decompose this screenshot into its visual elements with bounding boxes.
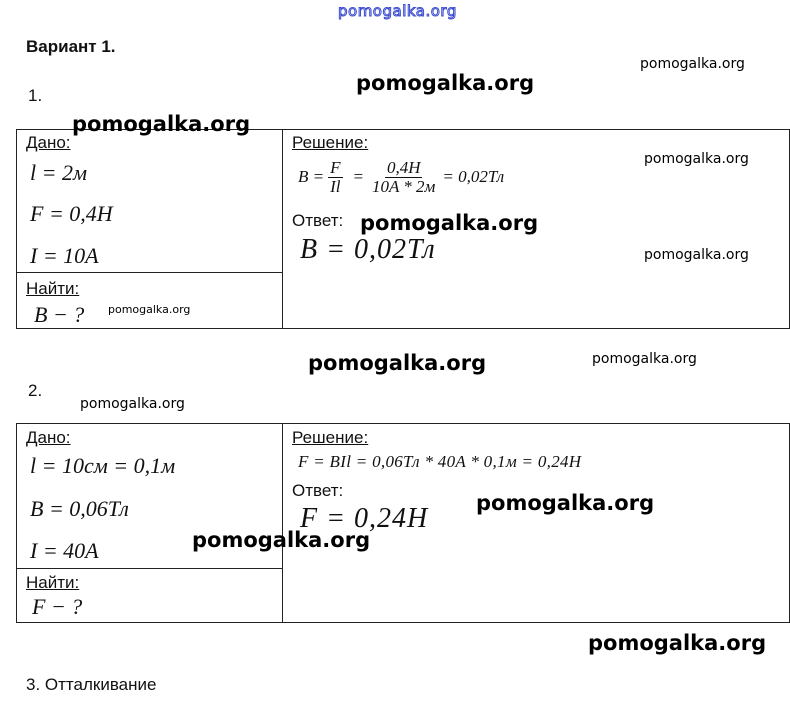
answer-value: F = 0,24H bbox=[300, 503, 429, 534]
given-label: Дано: bbox=[26, 133, 71, 152]
solution-label: Решение: bbox=[292, 133, 369, 152]
watermark: pomogalka.org bbox=[192, 528, 371, 552]
find-divider bbox=[16, 272, 283, 273]
watermark: pomogalka.org bbox=[360, 211, 539, 235]
given-length: l = 10см = 0,1м bbox=[30, 453, 176, 478]
equals-sign: = bbox=[352, 167, 364, 186]
watermark: pomogalka.org bbox=[80, 396, 185, 412]
top-watermark: pomogalka.org bbox=[338, 2, 457, 20]
given-column-divider bbox=[16, 129, 283, 329]
formula-lhs: B = bbox=[298, 167, 325, 186]
find-label: Найти: bbox=[26, 279, 80, 298]
fraction-denominator: 10A * 2м bbox=[371, 176, 436, 196]
answer-label: Ответ: bbox=[292, 211, 344, 230]
given-current: I = 40A bbox=[30, 538, 99, 563]
given-current: I = 10A bbox=[30, 243, 99, 268]
fraction-values bbox=[370, 159, 437, 196]
find-value: F − ? bbox=[32, 594, 83, 619]
given-length: l = 2м bbox=[30, 160, 87, 185]
find-value: B − ? bbox=[34, 302, 85, 327]
formula-result: = 0,02Тл bbox=[442, 167, 505, 186]
fraction-numerator: 0,4H bbox=[386, 157, 421, 177]
watermark: pomogalka.org bbox=[588, 631, 767, 655]
watermark: pomogalka.org bbox=[356, 71, 535, 95]
solution-formula: F = BIl = 0,06Тл * 40A * 0,1м = 0,24H bbox=[298, 452, 582, 471]
fraction-denominator: Il bbox=[330, 176, 341, 196]
watermark: pomogalka.org bbox=[644, 151, 749, 167]
variant-title: Вариант 1. bbox=[26, 37, 116, 56]
given-label: Дано: bbox=[26, 428, 71, 447]
watermark: pomogalka.org bbox=[644, 247, 749, 263]
given-induction: B = 0,06Тл bbox=[30, 496, 129, 521]
answer-value: B = 0,02Тл bbox=[300, 234, 436, 265]
solution-formula bbox=[298, 154, 504, 200]
answer-label: Ответ: bbox=[292, 481, 344, 500]
problem-3-answer: 3. Отталкивание bbox=[26, 675, 157, 694]
watermark: pomogalka.org bbox=[108, 303, 191, 316]
problem-1-number: 1. bbox=[28, 86, 43, 105]
fraction-f-over-il bbox=[328, 159, 342, 196]
watermark: pomogalka.org bbox=[72, 112, 251, 136]
solution-label: Решение: bbox=[292, 428, 369, 447]
watermark: pomogalka.org bbox=[640, 56, 745, 72]
problem-2-number: 2. bbox=[28, 381, 43, 400]
find-label: Найти: bbox=[26, 573, 80, 592]
watermark: pomogalka.org bbox=[476, 491, 655, 515]
watermark: pomogalka.org bbox=[308, 351, 487, 375]
find-divider bbox=[16, 568, 283, 569]
given-force: F = 0,4H bbox=[30, 201, 113, 226]
fraction-numerator: F bbox=[330, 157, 341, 177]
watermark: pomogalka.org bbox=[592, 351, 697, 367]
